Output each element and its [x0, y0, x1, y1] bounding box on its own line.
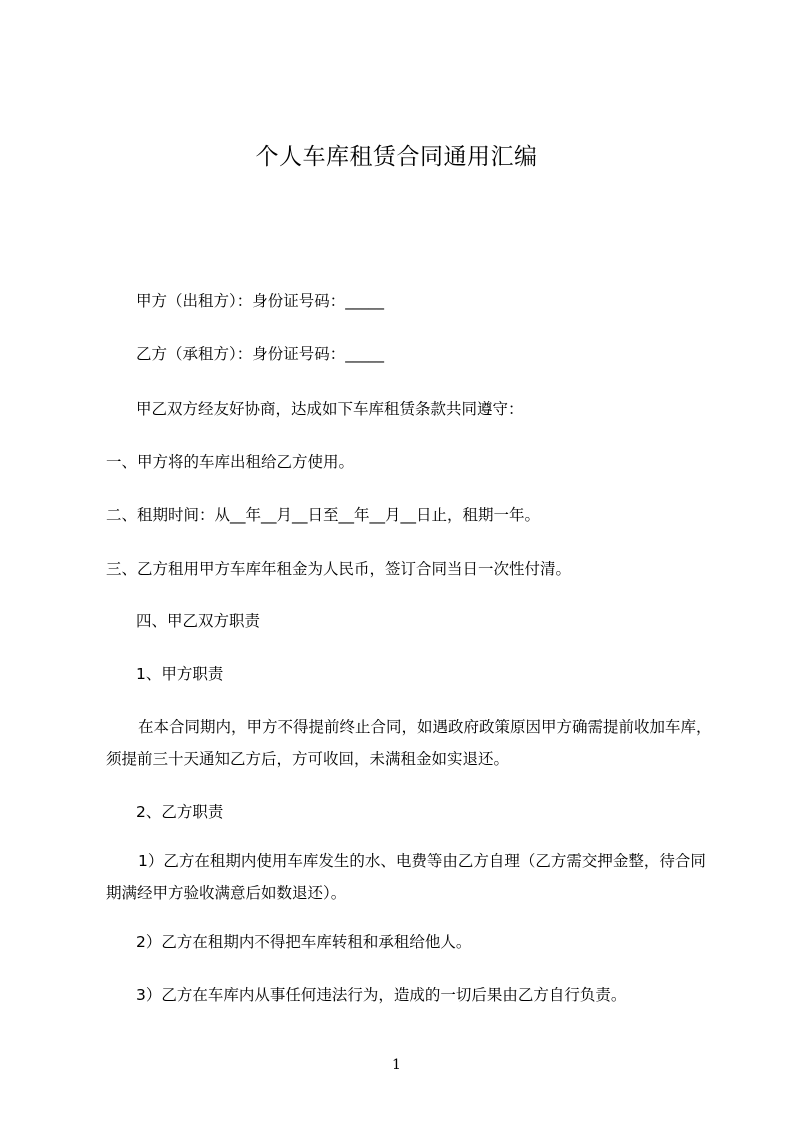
document-title: 个人车库租赁合同通用汇编	[255, 144, 538, 170]
party-a-duties-heading: 1、甲方职责	[136, 665, 224, 683]
clause-2: 二、租期时间：从__年__月__日至__年__月__日止，租期一年。	[106, 506, 541, 524]
intro-paragraph: 甲乙双方经友好协商，达成如下车库租赁条款共同遵守：	[136, 400, 524, 418]
party-a-line: 甲方（出租方）：身份证号码：_____	[136, 292, 385, 310]
party-b-duty-1: 1）乙方在租期内使用车库发生的水、电费等由乙方自理（乙方需交押金整，待合同期满经甲方验收满意后如数退还）。	[106, 852, 706, 902]
party-b-line: 乙方（承租方）：身份证号码：_____	[136, 345, 385, 363]
party-b-duties-heading: 2、乙方职责	[136, 803, 224, 821]
party-a-duties-text: 在本合同期内，甲方不得提前终止合同，如遇政府政策原因甲方确需提前收加车库，须提前三十天通知乙方后，方可收回，未满租金如实退还。	[106, 718, 712, 768]
party-b-duty-2: 2）乙方在租期内不得把车库转租和承租给他人。	[136, 933, 472, 951]
party-b-duty-3: 3）乙方在车库内从事任何违法行为，造成的一切后果由乙方自行负责。	[136, 986, 627, 1004]
clause-1: 一、甲方将的车库出租给乙方使用。	[106, 453, 355, 471]
clause-4-heading: 四、甲乙双方职责	[136, 612, 261, 630]
page-number: 1	[392, 1057, 401, 1073]
clause-3: 三、乙方租用甲方车库年租金为人民币，签订合同当日一次性付清。	[106, 560, 572, 578]
